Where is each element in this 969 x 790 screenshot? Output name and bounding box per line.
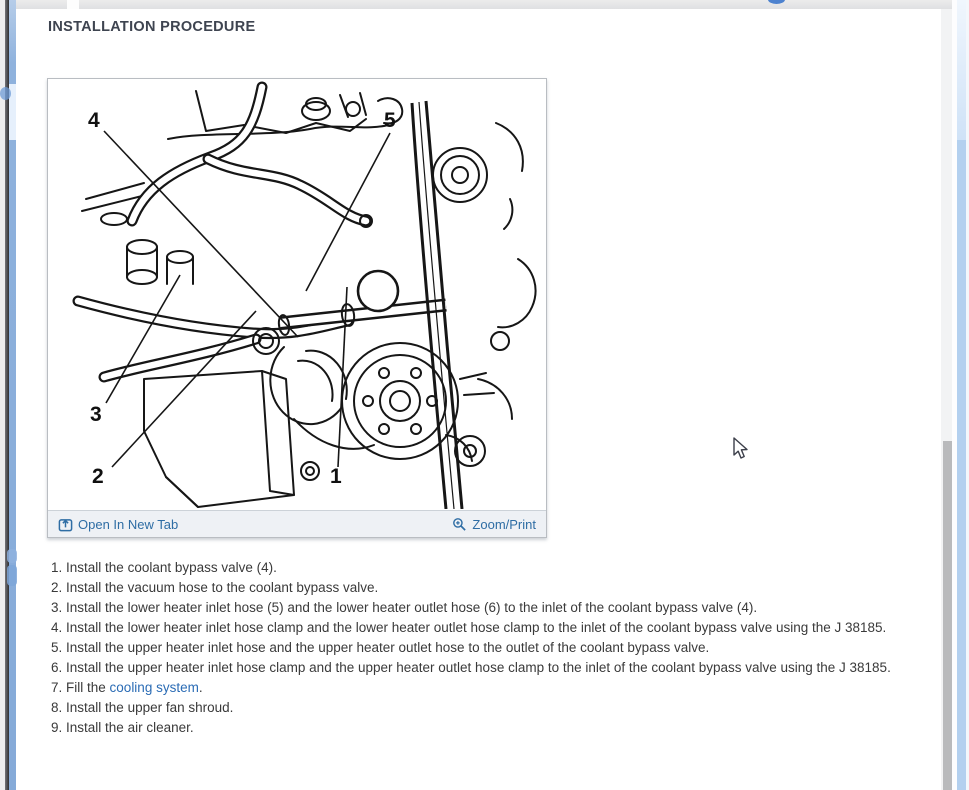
step-text: .: [198, 680, 203, 695]
step-number: 1.: [51, 560, 63, 575]
callout-4: 4: [88, 109, 100, 132]
left-strip-dot: [0, 87, 11, 100]
procedure-step: [47, 598, 897, 618]
step-text: Install the coolant bypass valve (4).: [66, 560, 277, 575]
figure-toolbar: [48, 510, 546, 537]
zoom-print-label: Zoom/Print: [472, 516, 536, 532]
step-number: 2.: [51, 580, 63, 595]
step-number: 4.: [51, 620, 63, 635]
step-text: Install the lower heater inlet hose (5) and the lower heater outlet hose (6) to the inlet of the coolant bypass valve (4).: [66, 600, 758, 615]
procedure-steps: [47, 558, 897, 738]
cooling-system-link[interactable]: cooling system: [109, 680, 199, 695]
procedure-step: [47, 658, 897, 678]
open-in-new-tab-label: Open In New Tab: [78, 516, 179, 532]
step-number: 5.: [51, 640, 63, 655]
step-number: 9.: [51, 720, 63, 735]
callout-2: 2: [92, 465, 104, 488]
scrollbar-thumb[interactable]: [943, 441, 952, 790]
step-text: Install the vacuum hose to the coolant bypass valve.: [66, 580, 379, 595]
step-text: Install the upper fan shroud.: [66, 700, 234, 715]
engine-diagram: [48, 79, 546, 509]
step-text: Install the upper heater inlet hose clamp and the upper heater outlet hose clamp to the inlet of the coolant bypass valve using the J 38185.: [66, 660, 891, 675]
procedure-step: [47, 718, 897, 738]
open-in-new-tab-icon: [58, 517, 73, 532]
zoom-print-link[interactable]: [452, 517, 536, 532]
callout-5: 5: [384, 109, 396, 132]
magnifier-plus-icon: [452, 517, 467, 532]
mouse-cursor: [733, 437, 750, 460]
top-toolbar-edge: [0, 0, 958, 9]
figure-panel: [47, 78, 547, 538]
left-strip-mark: [7, 549, 17, 563]
right-scroll-strip-highlight: [957, 0, 966, 140]
open-in-new-tab-link[interactable]: [58, 517, 178, 532]
step-number: 3.: [51, 600, 63, 615]
procedure-step: [47, 558, 897, 578]
step-text: Install the lower heater inlet hose clamp and the lower heater outlet hose clamp to the inlet of the coolant bypass valve using the J 38185.: [66, 620, 887, 635]
procedure-step: [47, 678, 897, 698]
procedure-step: [47, 618, 897, 638]
callout-3: 3: [90, 403, 102, 426]
procedure-step: [47, 698, 897, 718]
step-text: Fill the: [66, 680, 110, 695]
procedure-step: [47, 578, 897, 598]
callout-1: 1: [330, 465, 342, 488]
step-number: 8.: [51, 700, 63, 715]
step-number: 7.: [51, 680, 63, 695]
top-toolbar-seam: [67, 0, 79, 9]
procedure-step: [47, 638, 897, 658]
step-number: 6.: [51, 660, 63, 675]
left-strip-mark: [7, 565, 17, 586]
step-text: Install the upper heater inlet hose and the upper heater outlet hose to the outlet of the coolant bypass valve.: [66, 640, 710, 655]
page-title: INSTALLATION PROCEDURE: [48, 19, 256, 35]
step-text: Install the air cleaner.: [66, 720, 194, 735]
